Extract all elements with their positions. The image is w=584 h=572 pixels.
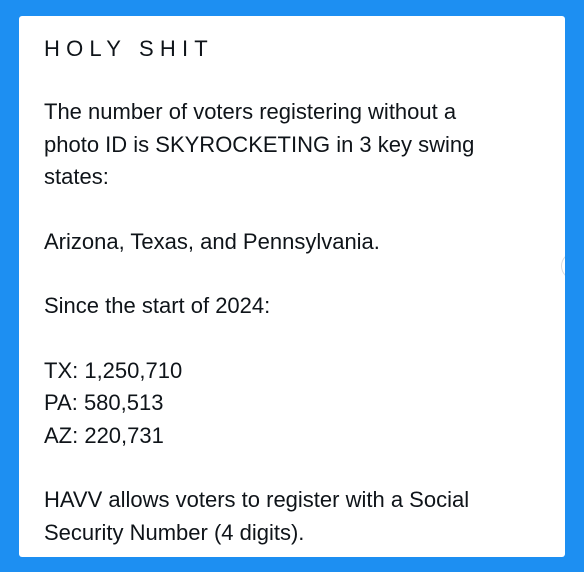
next-slide-button[interactable] — [561, 252, 565, 280]
stats-list — [44, 355, 549, 453]
intro-line: photo ID is SKYROCKETING in 3 key swing — [44, 131, 475, 157]
since-paragraph: Since the start of 2024: — [44, 293, 271, 318]
intro-paragraph — [44, 96, 549, 194]
havv-line: HAVV allows voters to register with a Social — [44, 487, 470, 512]
intro-line: The number of voters registering without a — [44, 99, 457, 124]
havv-paragraph — [44, 484, 549, 549]
stat-tx: TX: 1,250,710 — [44, 357, 183, 383]
stat-pa: PA: 580,513 — [44, 390, 164, 415]
intro-line: states: — [44, 164, 109, 189]
post-headline: HOLY SHIT — [44, 36, 214, 61]
stat-az: AZ: 220,731 — [44, 422, 164, 448]
havv-line: Security Number (4 digits). — [44, 519, 305, 545]
states-paragraph: Arizona, Texas, and Pennsylvania. — [44, 228, 380, 254]
post-text — [44, 34, 549, 549]
post-card — [19, 16, 565, 557]
